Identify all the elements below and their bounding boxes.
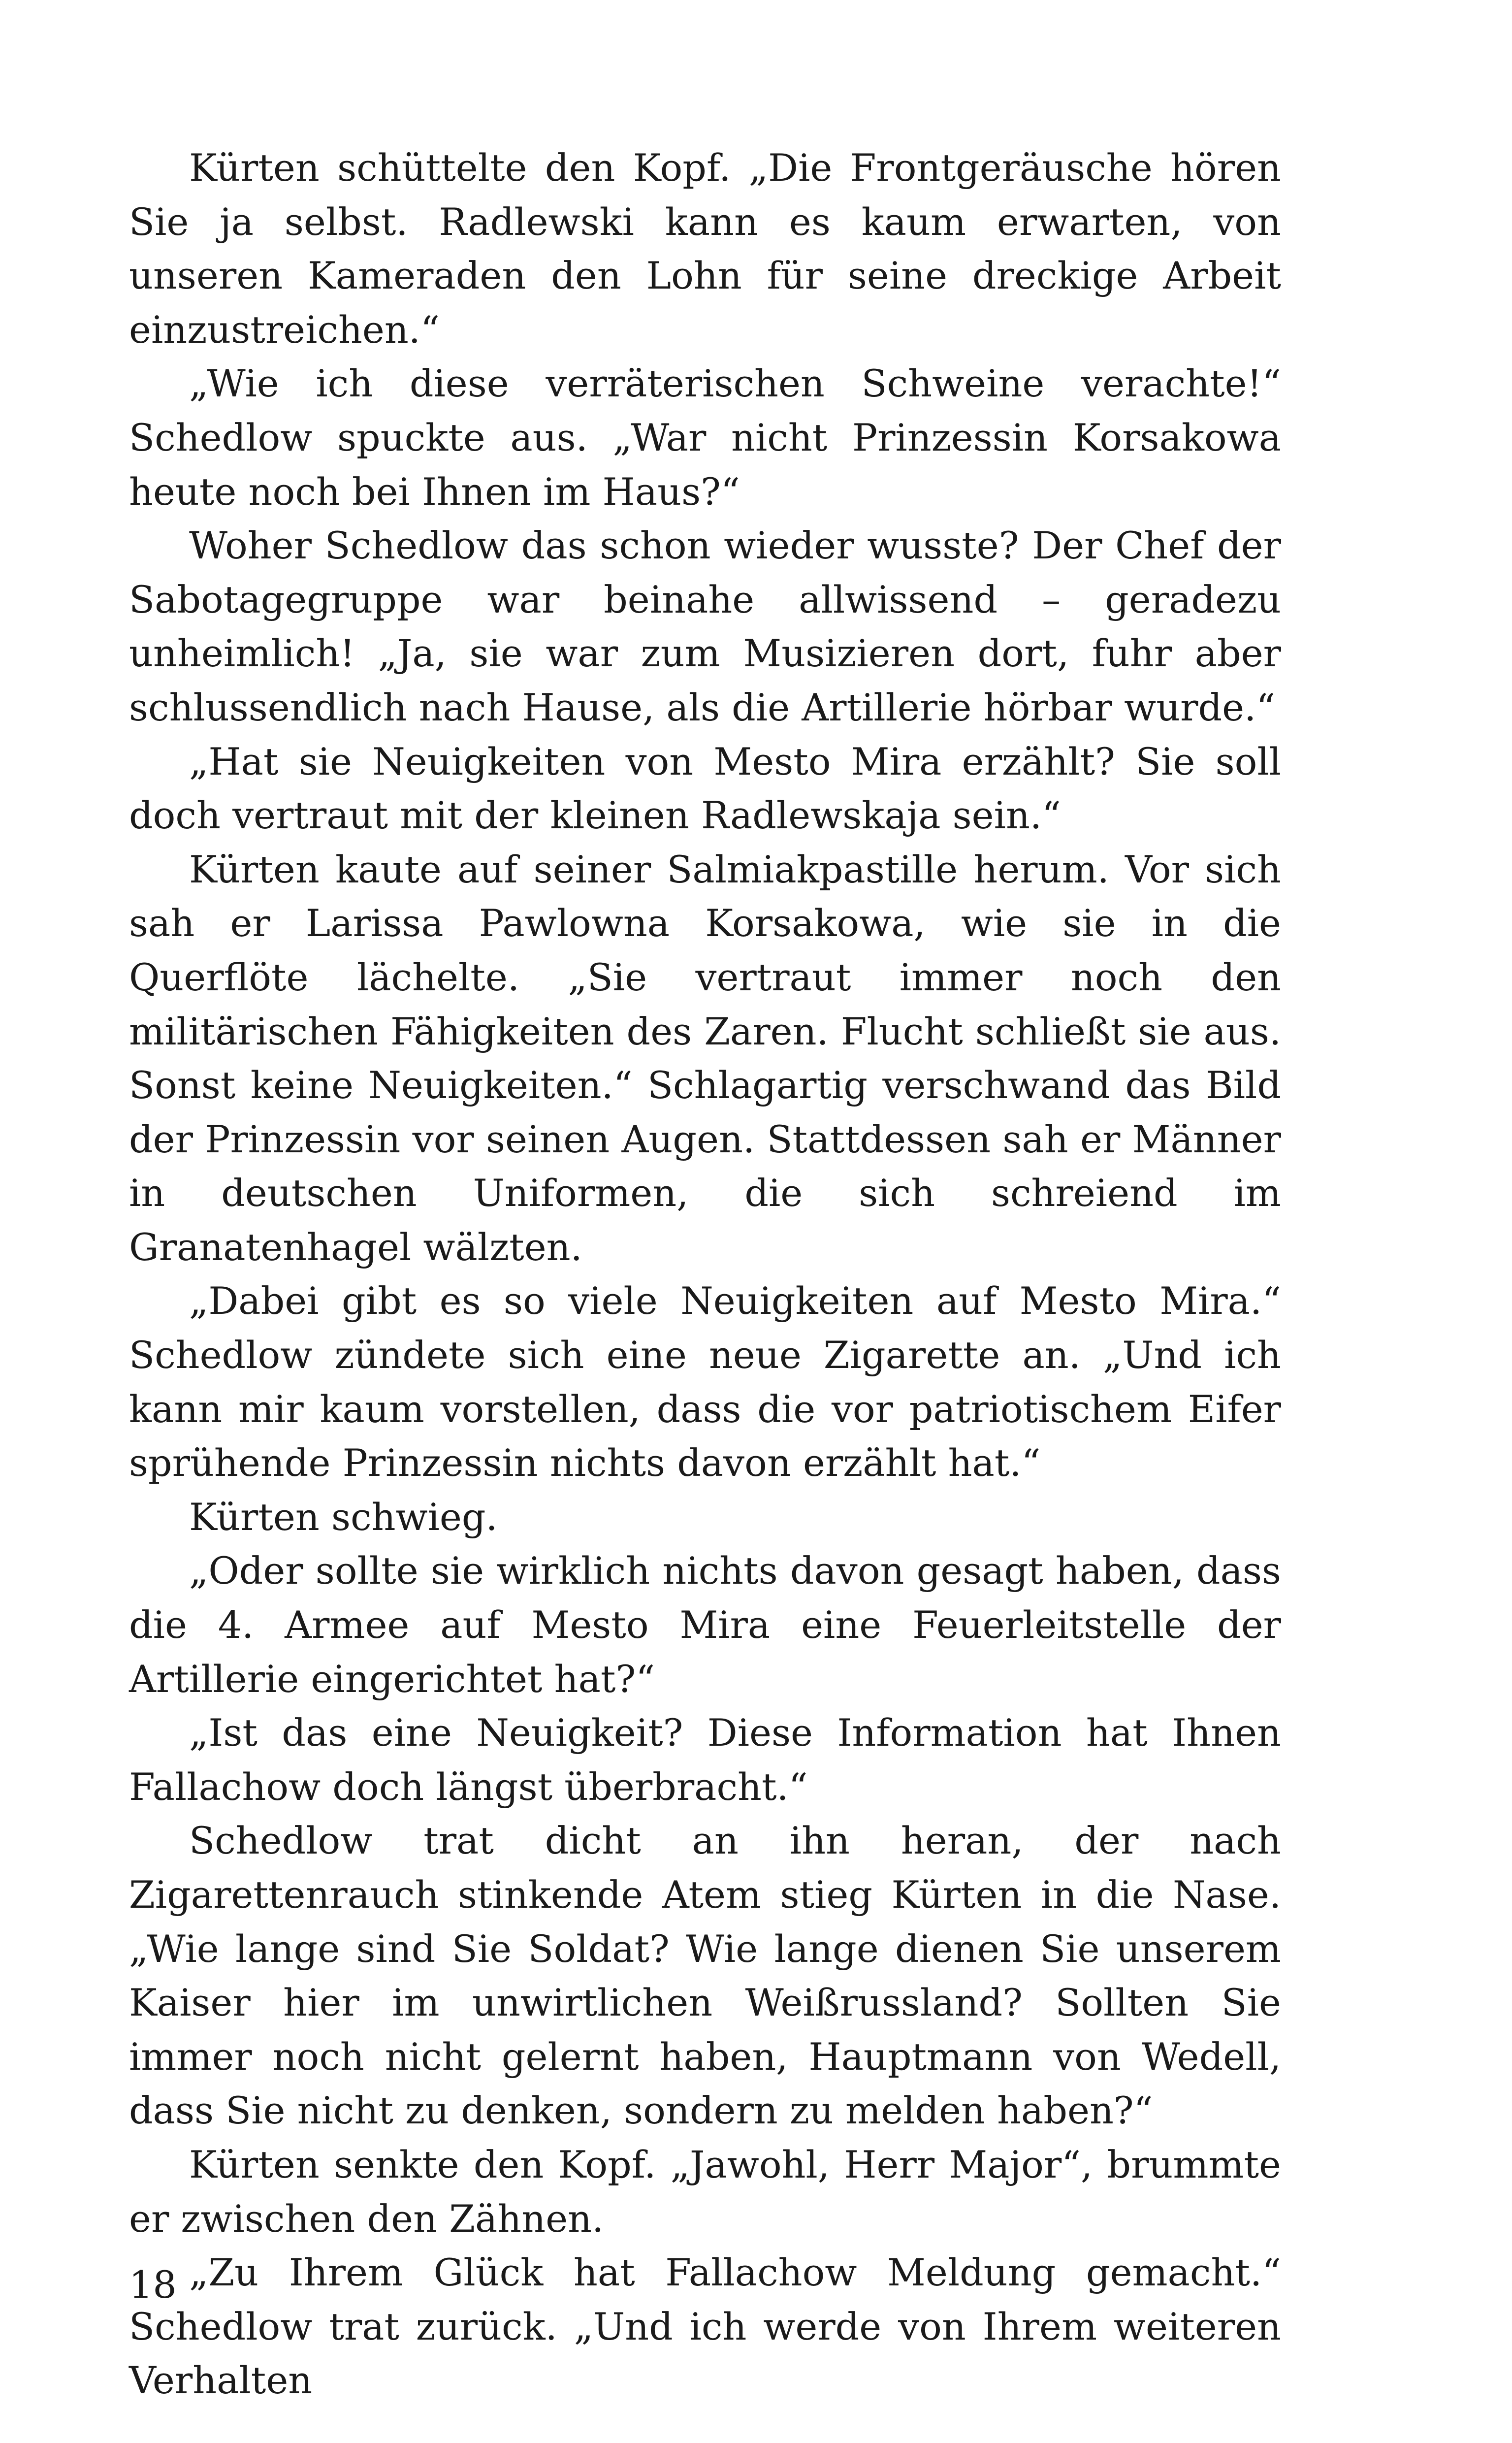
- paragraph-10: Schedlow trat dicht an ihn heran, der nach Zigarettenrauch stinkende Atem stieg Kürten in die Nase. „Wie lange sind Sie Soldat? Wie lange dienen Sie unserem Kaiser hier im unwirtlichen Weißrussland? Sollten Sie immer noch nicht gelernt haben, Hauptmann von Wedell, dass Sie nicht zu denken, sondern zu melden haben?“: [129, 1819, 1281, 2133]
- paragraph-3: Woher Schedlow das schon wieder wusste? Der Chef der Sabotagegruppe war beinahe allwissend – geradezu unheimlich! „Ja, sie war zum Musizieren dort, fuhr aber schlussendlich nach Hause, als die Artillerie hörbar wurde.“: [129, 523, 1281, 729]
- paragraph-12: „Zu Ihrem Glück hat Fallachow Meldung gemacht.“ Schedlow trat zurück. „Und ich werde von Ihrem weiteren Verhalten: [129, 2250, 1281, 2403]
- paragraph-7: Kürten schwieg.: [189, 1495, 498, 1539]
- page-number: 18: [129, 2263, 177, 2307]
- paragraph-2: „Wie ich diese verräterischen Schweine verachte!“ Schedlow spuckte aus. „War nicht Prinzessin Korsakowa heute noch bei Ihnen im Haus?“: [129, 361, 1281, 514]
- paragraph-11: Kürten senkte den Kopf. „Jawohl, Herr Major“, brummte er zwischen den Zähnen.: [129, 2142, 1281, 2241]
- paragraph-6: „Dabei gibt es so viele Neuigkeiten auf Mesto Mira.“ Schedlow zündete sich eine neue Zigarette an. „Und ich kann mir kaum vorstellen, dass die vor patriotischem Eifer sprühende Prinzessin nichts davon erzählt hat.“: [129, 1279, 1281, 1485]
- paragraph-8: „Oder sollte sie wirklich nichts davon gesagt haben, dass die 4. Armee auf Mesto Mira eine Feuerleitstelle der Artillerie eingerichtet hat?“: [129, 1549, 1281, 1701]
- paragraph-9: „Ist das eine Neuigkeit? Diese Information hat Ihnen Fallachow doch längst überbracht.“: [129, 1711, 1281, 1809]
- paragraph-4: „Hat sie Neuigkeiten von Mesto Mira erzählt? Sie soll doch vertraut mit der kleinen Radlewskaja sein.“: [129, 739, 1281, 838]
- paragraph-1: Kürten schüttelte den Kopf. „Die Frontgeräusche hören Sie ja selbst. Radlewski kann es kaum erwarten, von unseren Kameraden den Lohn für seine dreckige Arbeit einzustreichen.“: [129, 146, 1281, 352]
- paragraph-5: Kürten kaute auf seiner Salmiakpastille herum. Vor sich sah er Larissa Pawlowna Korsakowa, wie sie in die Querflöte lächelte. „Sie vertraut immer noch den militärischen Fähigkeiten des Zaren. Flucht schließt sie aus. Sonst keine Neuigkeiten.“ Schlagartig verschwand das Bild der Prinzessin vor seinen Augen. Stattdessen sah er Männer in deutschen Uniformen, die sich schreiend im Granatenhagel wälzten.: [129, 847, 1281, 1269]
- body-text: [129, 141, 1281, 2408]
